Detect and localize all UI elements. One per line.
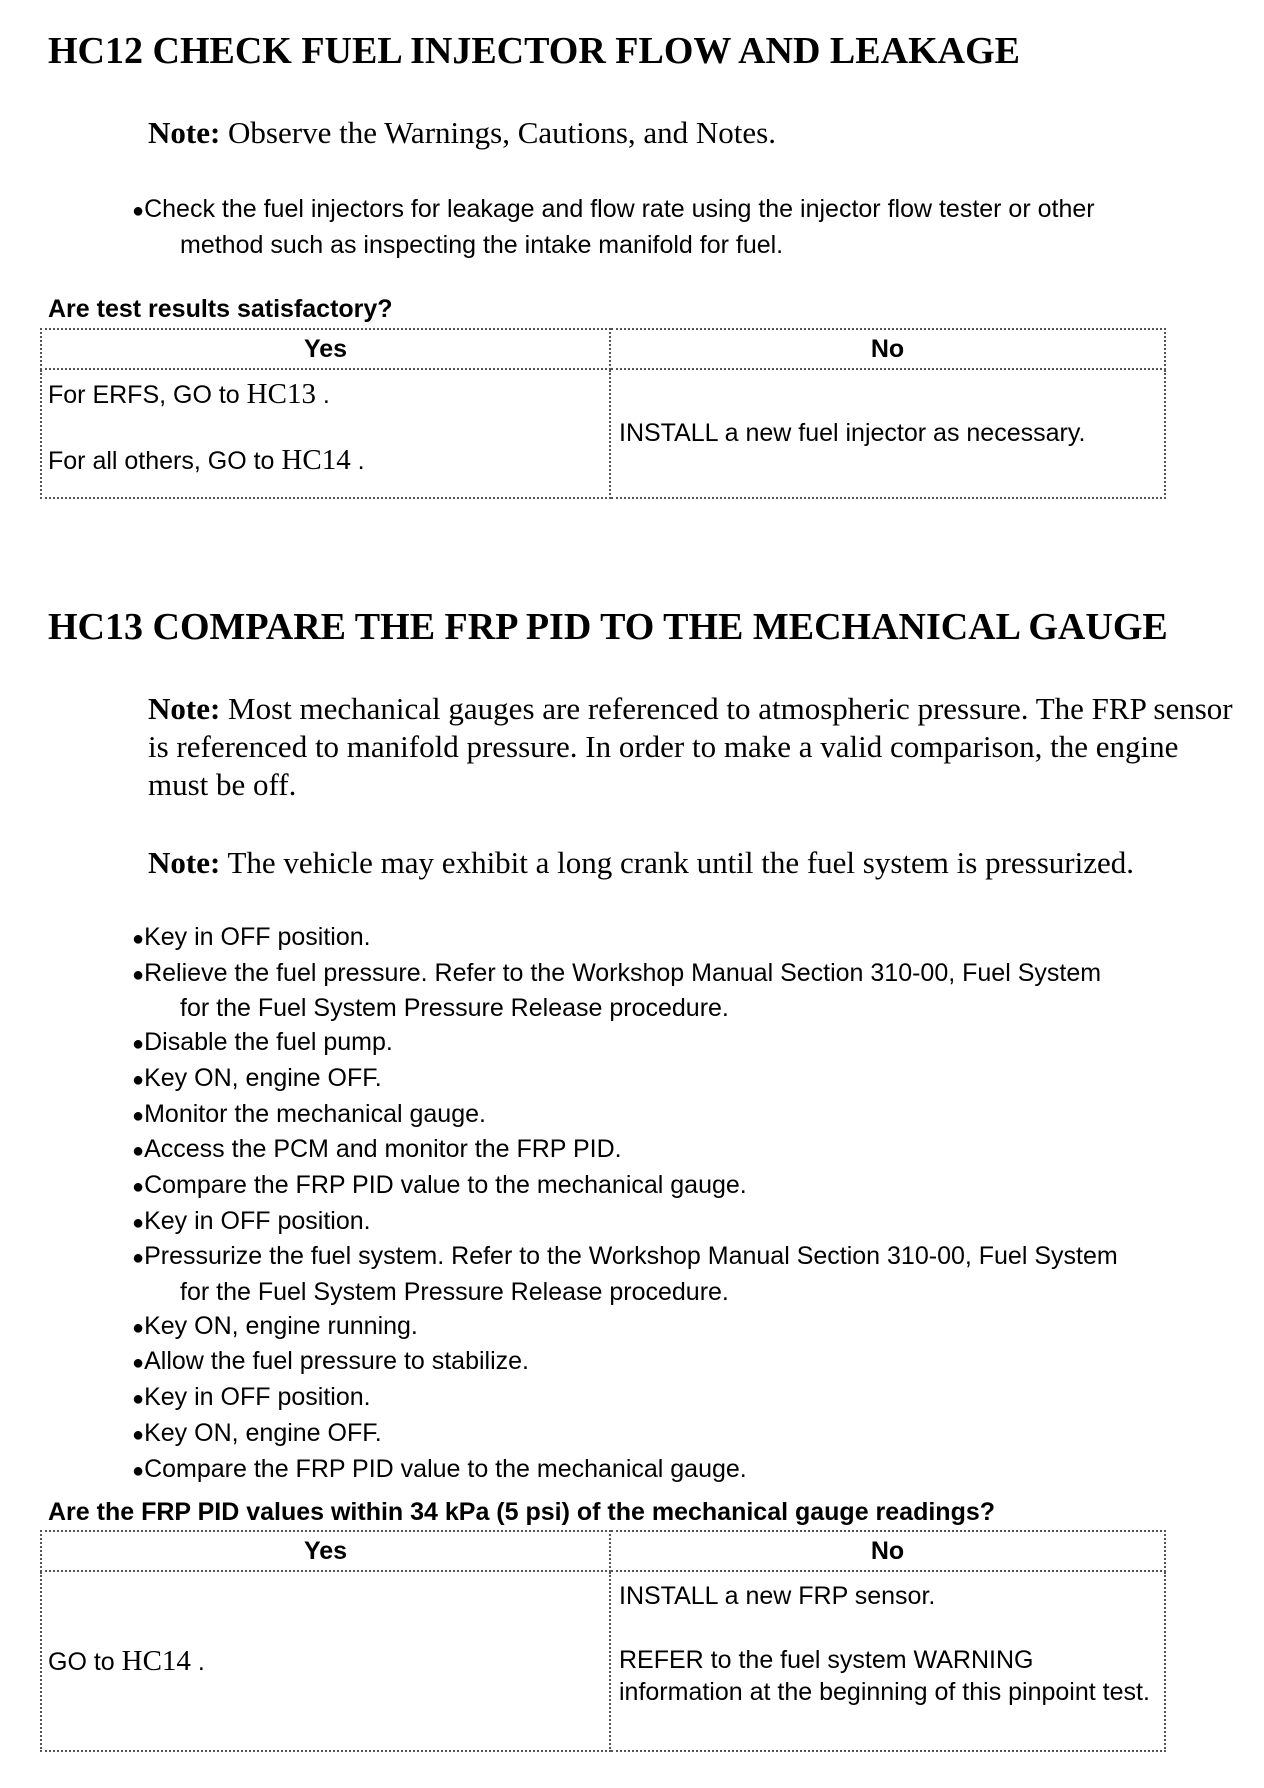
bullet-icon: ● [132,1316,145,1339]
list-item: ●Relieve the fuel pressure. Refer to the Workshop Manual Section 310-00, Fuel System [132,958,1102,987]
no-cell [610,1571,1165,1751]
list-item-continuation: method such as inspecting the intake manifold for fuel. [180,230,784,259]
yes-line-erfs: For ERFS, GO to HC13 . [48,378,330,410]
bullet-icon: ● [132,1104,145,1127]
yes-header: Yes [41,1531,610,1571]
hc13-result-table [40,1530,1166,1752]
hc13-note-2 [148,844,1258,882]
bullet-icon: ● [132,200,145,222]
bullet-icon: ● [132,1423,145,1446]
list-item: ●Allow the fuel pressure to stabilize. [132,1347,530,1376]
list-item: ●Disable the fuel pump. [132,1028,393,1057]
note-text: Most mechanical gauges are referenced to atmospheric pressure. The FRP sensor is referenced to manifold pressure. In order to make a valid comparison, the engine must be off. [148,691,1233,802]
list-item: ●Compare the FRP PID value to the mechanical gauge. [132,1454,747,1483]
table-row [41,1571,1165,1751]
table-header-row [41,1531,1165,1571]
no-header: No [610,329,1165,369]
hc12-heading: HC12 CHECK FUEL INJECTOR FLOW AND LEAKAGE [48,30,1020,72]
yes-header: Yes [41,329,610,369]
bullet-icon: ● [132,1033,145,1056]
bullet-icon: ● [132,963,145,986]
list-item: ●Key in OFF position. [132,1206,371,1235]
list-item [132,193,1252,229]
table-row [41,369,1165,498]
hc12-result-table [40,328,1166,499]
hc12-question: Are test results satisfactory? [48,295,393,323]
no-line-refer: REFER to the fuel system WARNING information at the beginning of this pinpoint test. [619,1646,1150,1706]
list-item-continuation: for the Fuel System Pressure Release procedure. [180,1278,729,1307]
bullet-icon: ● [132,1247,145,1270]
no-cell: INSTALL a new fuel injector as necessary. [610,369,1165,498]
hc14-link[interactable]: HC14 [121,1644,191,1677]
hc13-link[interactable]: HC13 [246,378,316,410]
list-item: ●Compare the FRP PID value to the mechanical gauge. [132,1170,747,1199]
hc12-note [148,114,1228,152]
list-item-continuation: for the Fuel System Pressure Release procedure. [180,994,729,1023]
note-label: Note: [148,115,221,150]
bullet-icon: ● [132,1140,145,1163]
hc12-bullet-list [132,193,1252,262]
bullet-icon: ● [132,1175,145,1198]
list-item: ●Pressurize the fuel system. Refer to the Workshop Manual Section 310-00, Fuel System [132,1242,1118,1271]
no-line-install: INSTALL a new FRP sensor. [619,1582,936,1610]
table-header-row [41,329,1165,369]
list-item: ●Key in OFF position. [132,923,371,951]
list-item: ●Key ON, engine OFF. [132,1418,382,1447]
hc13-bullet-list [132,921,1257,1488]
list-item-text: Check the fuel injectors for leakage and flow rate using the injector flow tester or other [144,195,1095,223]
yes-line-others: For all others, GO to HC14 . [48,444,365,476]
bullet-icon: ● [132,1068,145,1091]
note-label: Note: [148,691,221,726]
yes-cell [41,369,610,498]
hc14-link[interactable]: HC14 [281,444,351,476]
list-item: ●Access the PCM and monitor the FRP PID. [132,1135,622,1164]
no-header: No [610,1531,1165,1571]
bullet-icon: ● [132,1388,145,1411]
list-item: ●Key in OFF position. [132,1383,371,1412]
note-text: The vehicle may exhibit a long crank until the fuel system is pressurized. [220,845,1134,880]
list-item: ●Monitor the mechanical gauge. [132,1099,486,1128]
bullet-icon: ● [132,1352,145,1375]
list-item: ●Key ON, engine running. [132,1311,418,1340]
hc13-question: Are the FRP PID values within 34 kPa (5 psi) of the mechanical gauge readings? [48,1498,996,1526]
list-item: ●Key ON, engine OFF. [132,1063,382,1092]
note-text: Observe the Warnings, Cautions, and Notes. [220,115,776,150]
bullet-icon: ● [132,1459,145,1482]
yes-cell: GO to HC14 . [41,1571,610,1751]
hc13-note-1 [148,690,1238,804]
bullet-icon: ● [132,928,145,950]
hc13-heading: HC13 COMPARE THE FRP PID TO THE MECHANICAL GAUGE [48,606,1168,648]
bullet-icon: ● [132,1211,145,1234]
note-label: Note: [148,845,221,880]
